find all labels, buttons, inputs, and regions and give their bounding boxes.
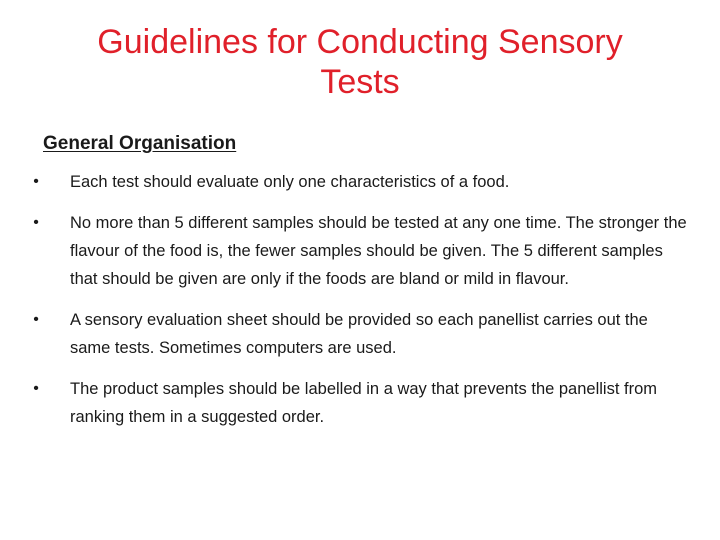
bullet-icon: • [33, 173, 39, 190]
bullet-text: Each test should evaluate only one characteristics of a food. [70, 173, 510, 191]
bullet-text: No more than 5 different samples should be tested at any one time. The stronger the flavour of the food is, the fewer samples should be given. The 5 different samples that should be given are only if the foods are bland or mild in flavour. [70, 214, 687, 288]
bullet-icon: • [33, 380, 39, 397]
bullet-item [30, 306, 690, 362]
bullet-item [30, 209, 690, 293]
bullet-item [30, 375, 690, 431]
section-heading: General Organisation [43, 133, 237, 154]
bullet-icon: • [33, 311, 39, 328]
bullet-text: A sensory evaluation sheet should be provided so each panellist carries out the same tests. Sometimes computers are used. [70, 311, 648, 357]
bullet-text: The product samples should be labelled in a way that prevents the panellist from ranking them in a suggested order. [70, 380, 657, 426]
slide-title: Guidelines for Conducting Sensory Tests [97, 23, 623, 101]
bullet-list [30, 168, 690, 444]
bullet-item [30, 168, 690, 196]
bullet-icon: • [33, 214, 39, 231]
